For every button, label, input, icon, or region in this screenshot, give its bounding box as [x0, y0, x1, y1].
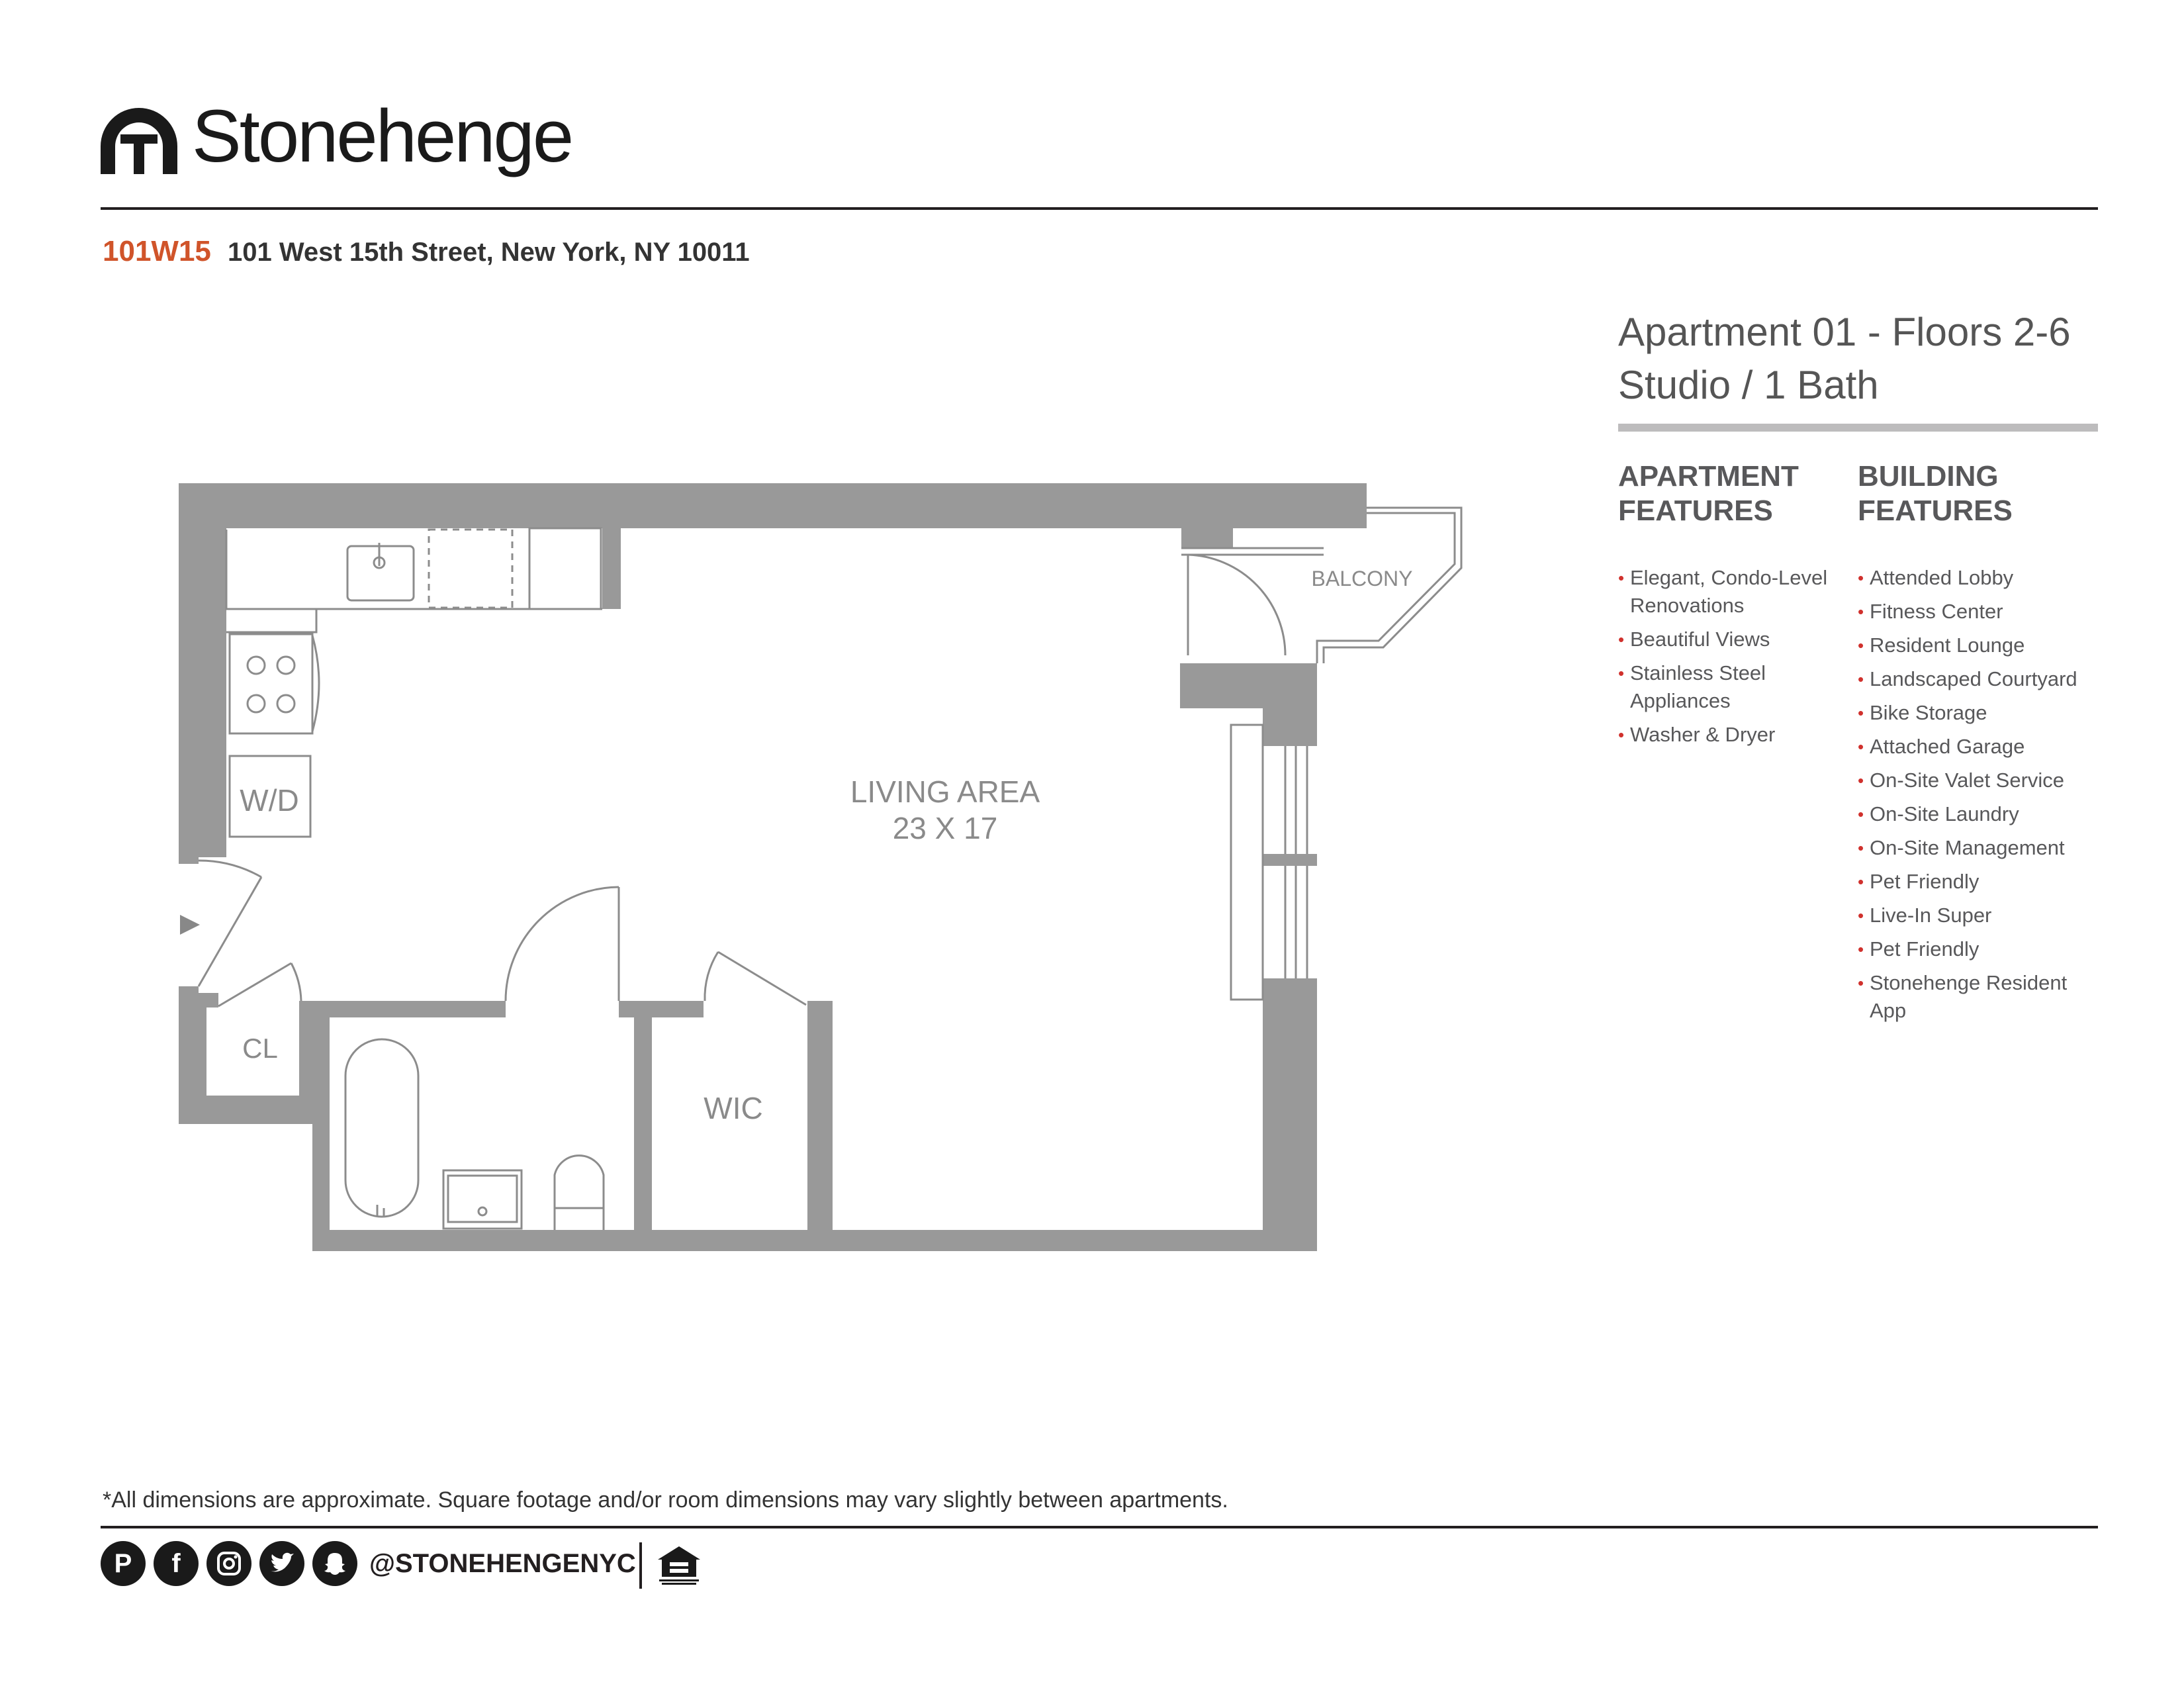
list-item: • Live-In Super [1858, 902, 2099, 929]
social-icons [101, 1540, 365, 1587]
building-features-heading [1858, 459, 2089, 528]
footer-divider [101, 1526, 2098, 1528]
list-item: • Resident Lounge [1858, 632, 2099, 659]
social-handle[interactable]: @STONEHENGENYC [369, 1549, 636, 1578]
twitter-icon[interactable] [259, 1541, 304, 1586]
brand-name: Stonehenge [192, 95, 572, 177]
property-address: 101 West 15th Street, New York, NY 10011 [228, 238, 750, 267]
living-area-dims: 23 X 17 [892, 811, 998, 845]
washer-dryer-label: W/D [240, 783, 299, 818]
list-item: • Pet Friendly [1858, 935, 2099, 963]
walk-in-closet-label: WIC [704, 1091, 763, 1125]
disclaimer: *All dimensions are approximate. Square footage and/or room dimensions may vary slightly between apartments. [103, 1487, 1228, 1513]
snapchat-icon[interactable] [312, 1541, 357, 1586]
building-features-heading-line1: BUILDING [1858, 460, 1999, 492]
apartment-features-heading-line1: APARTMENT [1618, 460, 1799, 492]
equal-housing-opportunity-icon [654, 1545, 704, 1586]
apartment-title-line2: Studio / 1 Bath [1618, 363, 1879, 407]
living-area-label: LIVING AREA [850, 774, 1040, 809]
list-item: • Pet Friendly [1858, 868, 2099, 896]
list-item: • On-Site Management [1858, 834, 2099, 862]
apartment-title-divider [1618, 424, 2098, 432]
apartment-features-list [1618, 564, 1853, 755]
apartment-features-heading [1618, 459, 1850, 528]
property-code: 101W15 [103, 235, 211, 267]
apartment-title [1618, 306, 2071, 412]
pinterest-icon[interactable]: P [101, 1541, 146, 1586]
list-item: • Bike Storage [1858, 699, 2099, 727]
list-item: • Stonehenge Resident App [1858, 969, 2099, 1025]
floor-plan-walls [179, 483, 1367, 1251]
closet-label: CL [242, 1033, 278, 1064]
list-item: • On-Site Valet Service [1858, 767, 2099, 794]
list-item: • Elegant, Condo-Level Renovations [1618, 564, 1853, 620]
property-address-line [103, 235, 750, 268]
list-item: • Fitness Center [1858, 598, 2099, 626]
list-item: • Washer & Dryer [1618, 721, 1853, 749]
list-item: • Beautiful Views [1618, 626, 1853, 653]
balcony-label: BALCONY [1311, 567, 1413, 590]
header-divider [101, 207, 2098, 210]
list-item: • Attached Garage [1858, 733, 2099, 761]
list-item: • Attended Lobby [1858, 564, 2099, 592]
building-features-heading-line2: FEATURES [1858, 494, 2013, 527]
footer-separator [639, 1542, 642, 1589]
facebook-icon[interactable]: f [154, 1541, 199, 1586]
floor-plan-fixtures [199, 508, 1461, 1230]
list-item: • Stainless Steel Appliances [1618, 659, 1853, 715]
apartment-title-line1: Apartment 01 - Floors 2-6 [1618, 310, 2071, 354]
building-features-list [1858, 564, 2099, 1031]
entry-arrow-icon [180, 915, 200, 935]
list-item: • On-Site Laundry [1858, 800, 2099, 828]
apartment-features-heading-line2: FEATURES [1618, 494, 1773, 527]
instagram-icon[interactable] [206, 1541, 251, 1586]
list-item: • Landscaped Courtyard [1858, 665, 2099, 693]
stonehenge-logo-icon [101, 108, 177, 174]
